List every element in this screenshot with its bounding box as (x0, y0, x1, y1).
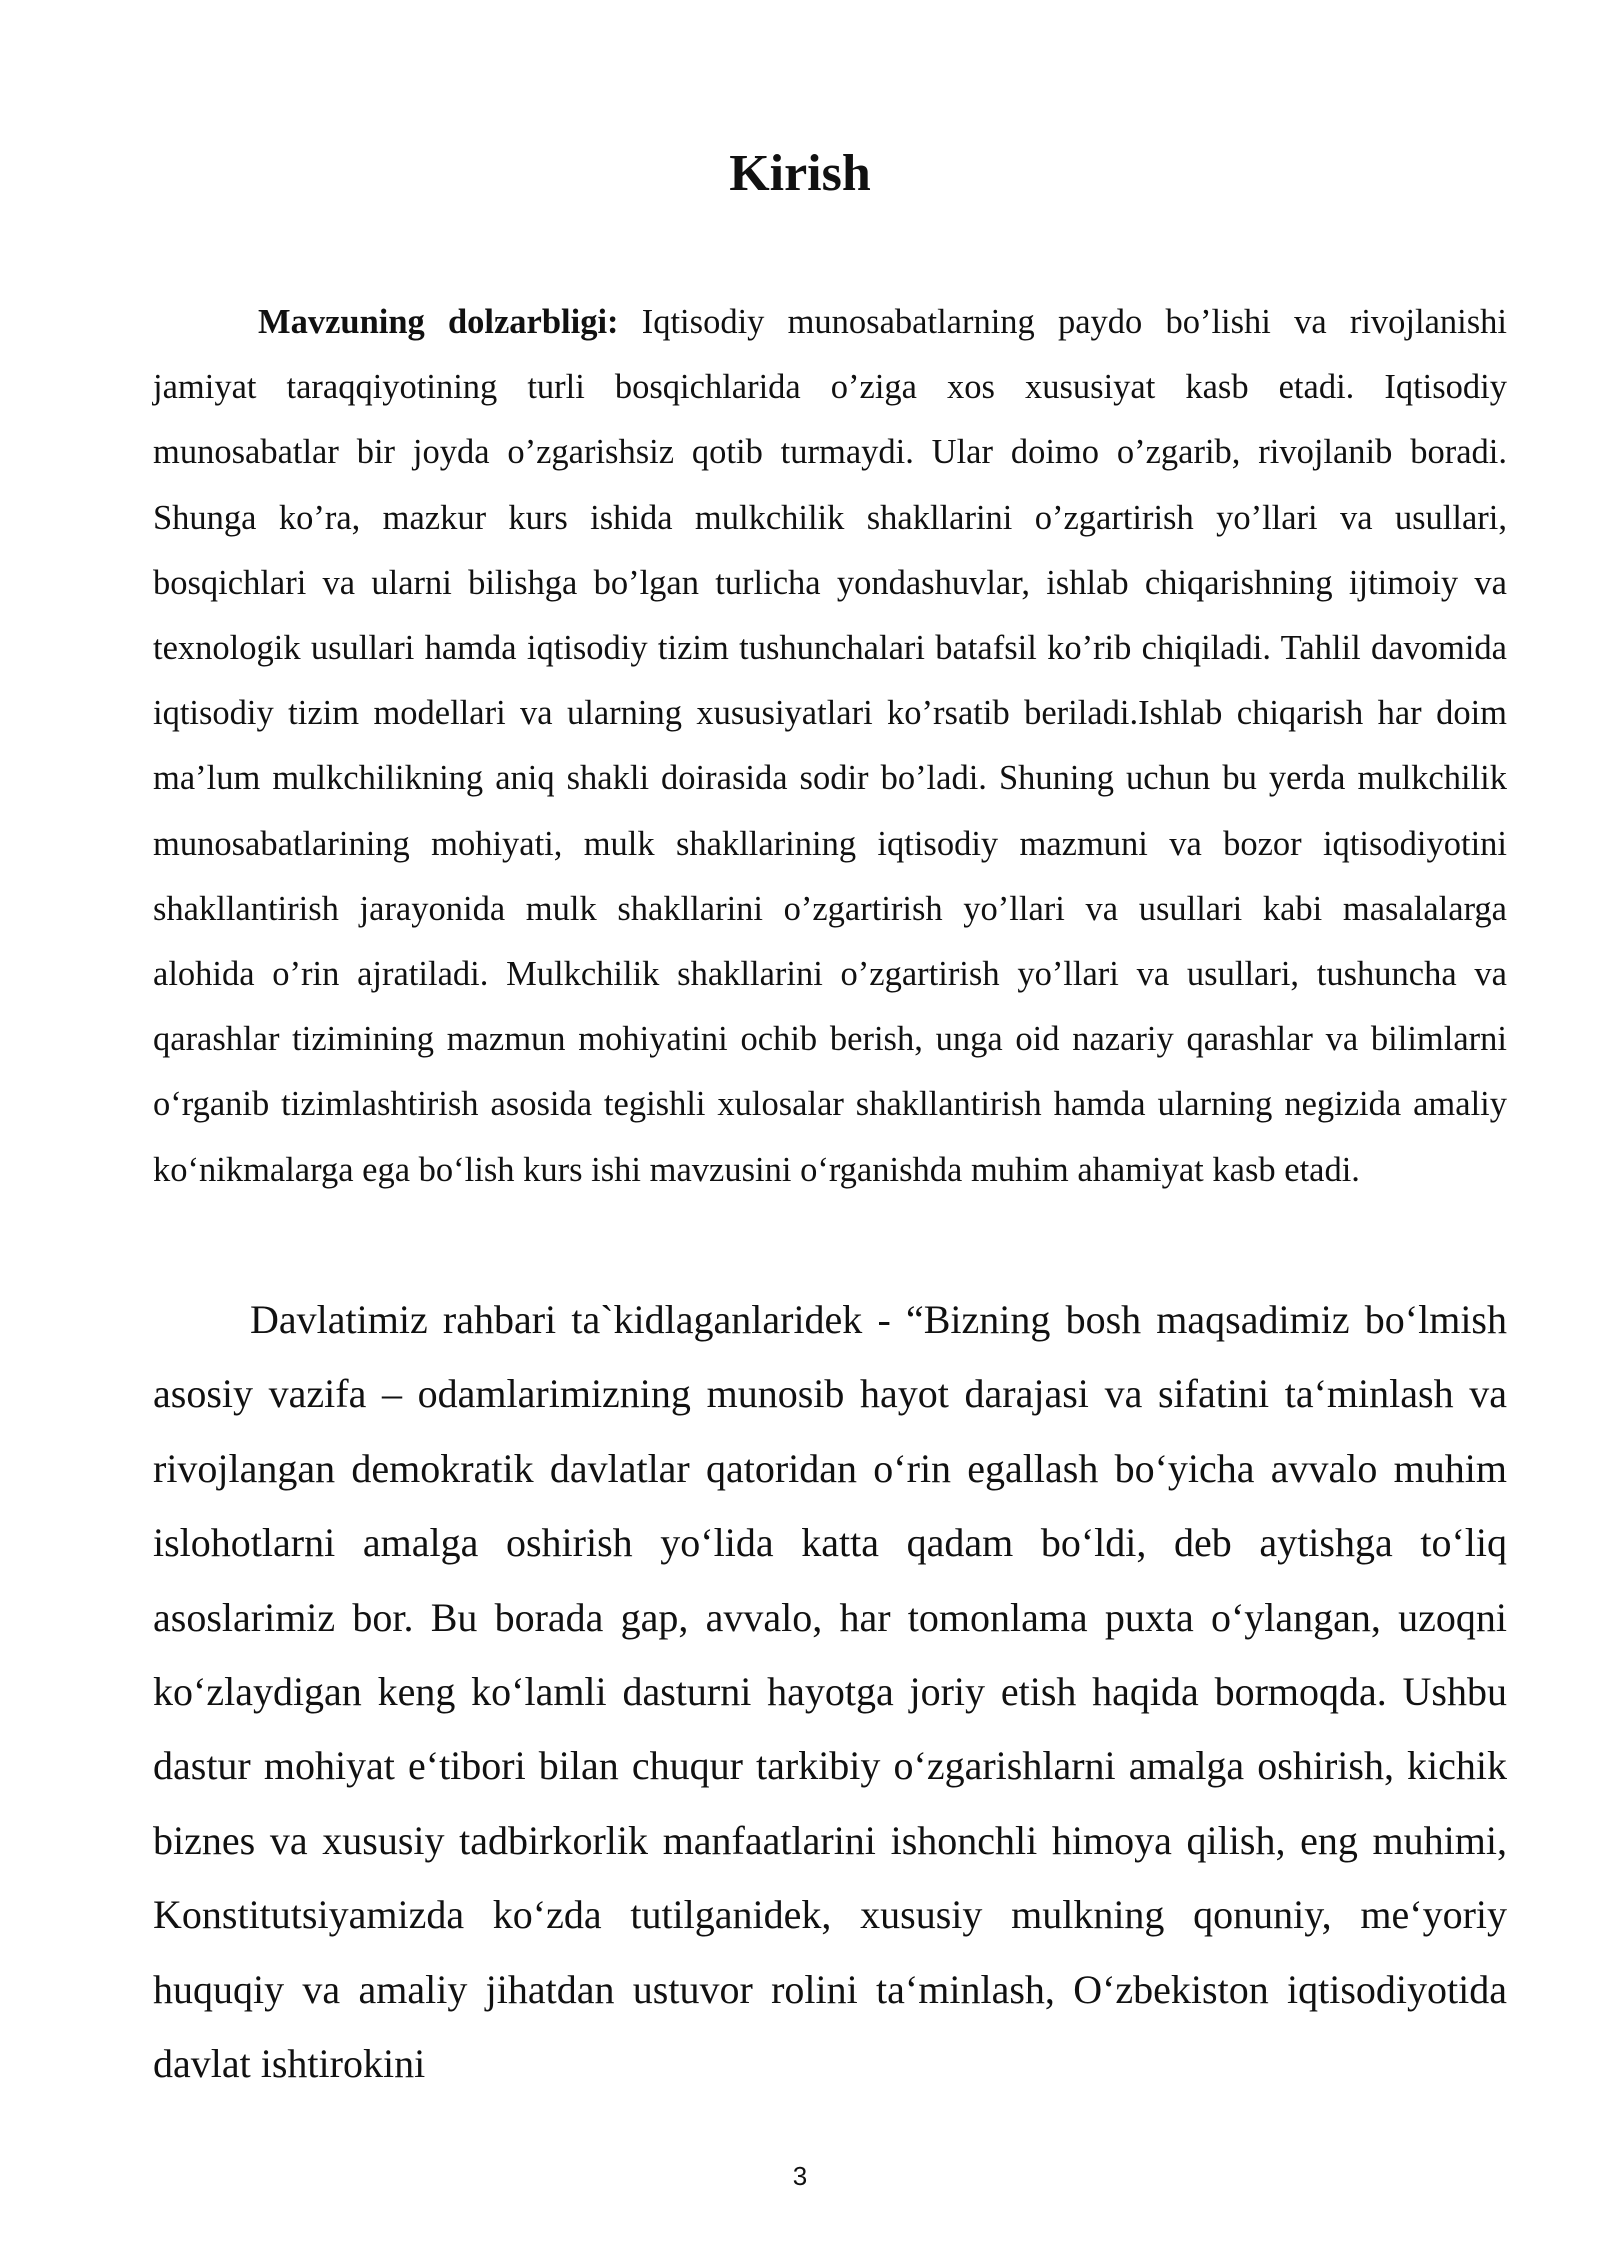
intro-lead: Mavzuning dolzarbligi: (258, 303, 619, 341)
page-title: Kirish (729, 145, 871, 202)
intro-paragraph (153, 290, 1507, 1203)
quote-paragraph: Davlatimiz rahbari ta`kidlaganlaridek - “Bizning bosh maqsadimiz bo‘lmish asosiy vazifa – odamlarimizning munosib hayot darajasi va sifatini ta‘minlash va rivojlangan demokratik davlatlar qatoridan o‘rin egallash bo‘yicha avvalo muhim islohotlarni amalga oshirish yo‘lida katta qadam bo‘ldi, deb aytishga to‘liq asoslarimiz bor. Bu borada gap, avvalo, har tomonlama puxta o‘ylangan, uzoqni ko‘zlaydigan keng ko‘lamli dasturni hayotga joriy etish haqida bormoqda. Ushbu dastur mohiyat e‘tibori bilan chuqur tarkibiy o‘zgarishlarni amalga oshirish, kichik biznes va xususiy tadbirkorlik manfaatlarini ishonchli himoya qilish, eng muhimi, Konstitutsiyamizda ko‘zda tutilganidek, xususiy mulkning qonuniy, me‘yoriy huquqiy va amaliy jihatdan ustuvor rolini ta‘minlash, O‘zbekiston iqtisodiyotida davlat ishtirokini (153, 1297, 1507, 2087)
intro-text: Iqtisodiy munosabatlarning paydo bo’lishi va rivojlanishi jamiyat taraqqiyotining turli bosqichlarida o’ziga xos xususiyat kasb etadi. Iqtisodiy munosabatlar bir joyda o’zgarishsiz qotib turmaydi. Ular doimo o’zgarib, rivojlanib boradi. Shunga ko’ra, mazkur kurs ishida mulkchilik shakllarini o’zgartirish yo’llari va usullari, bosqichlari va ularni bilishga bo’lgan turlicha yondashuvlar, ishlab chiqarishning ijtimoiy va texnologik usullari hamda iqtisodiy tizim tushunchalari batafsil ko’rib chiqiladi. Tahlil davomida iqtisodiy tizim modellari va ularning xususiyatlari ko’rsatib beriladi.Ishlab chiqarish har doim ma’lum mulkchilikning aniq shakli doirasida sodir bo’ladi. Shuning uchun bu yerda mulkchilik munosabatlarining mohiyati, mulk shakllarining iqtisodiy mazmuni va bozor iqtisodiyotini shakllantirish jarayonida mulk shakllarini o’zgartirish yo’llari va usullari kabi masalalarga alohida o’rin ajratiladi. Mulkchilik shakllarini o’zgartirish yo’llari va usullari, tushuncha va qarashlar tizimining mazmun mohiyatini ochib berish, unga oid nazariy qarashlar va bilimlarni o‘rganib tizimlashtirish asosida tegishli xulosalar shakllantirish hamda ularning negizida amaliy ko‘nikmalarga ega bo‘lish kurs ishi mavzusini o‘rganishda muhim ahamiyat kasb etadi. (153, 303, 1507, 1189)
page-number: 3 (792, 2161, 808, 2191)
